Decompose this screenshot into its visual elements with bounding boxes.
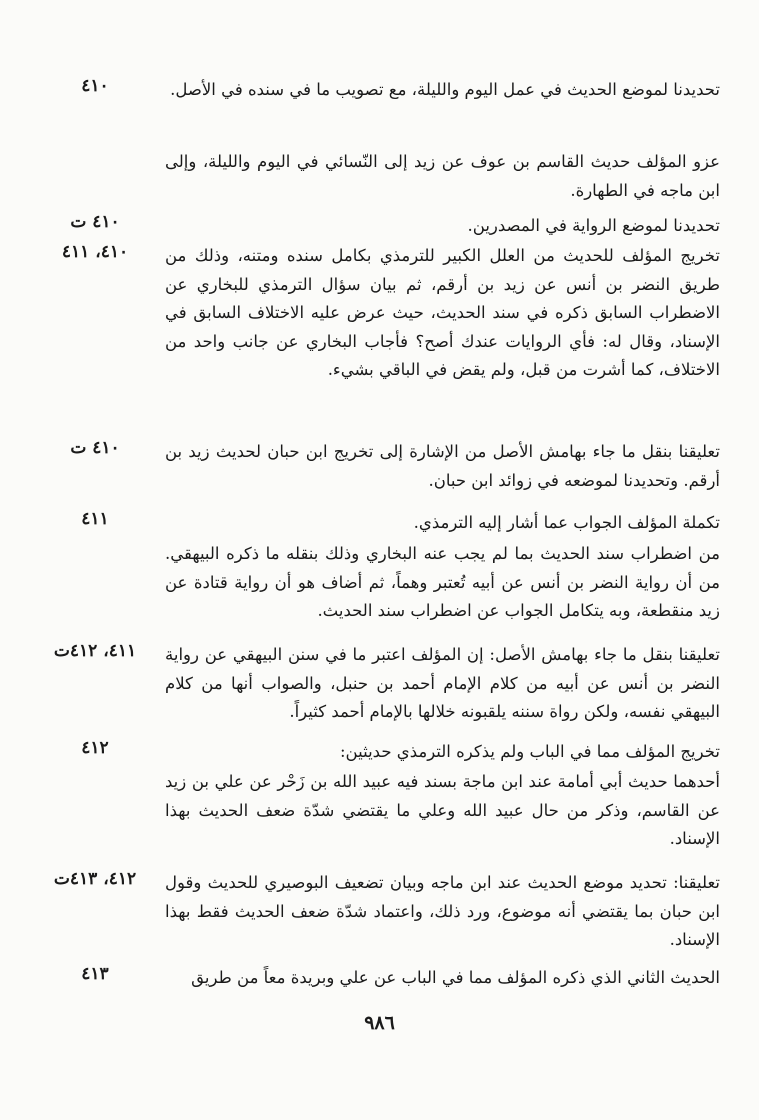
page-number: ٩٨٦ xyxy=(364,1012,395,1034)
entry-text: تخريج المؤلف للحديث من العلل الكبير للترمذي بكامل سنده ومتنه، وذلك من طريق النضر بن أنس عن زيد بن أرقم، ثم بيان سؤال الترمذي للبخاري عن الاضطراب السابق ذكره في سند الحديث، حيث عرض عليه الاختلاف السابق في الإسناد، وقال له: فأي الروايات عندك أصح؟ فأجاب البخاري عن جانب واحد من الاختلاف، كما أشرت من قبل، ولم يقض في الباقي بشيء. xyxy=(165,246,720,379)
entry-text: تخريج المؤلف مما في الباب ولم يذكره الترمذي حديثين: xyxy=(340,742,720,761)
entry-text: تعليقنا بنقل ما جاء بهامش الأصل: إن المؤلف اعتبر ما في سنن البيهقي عن رواية النضر بن أنس عن أبيه من كلام الإمام أحمد بن حنبل، والصواب أنها من كلام البيهقي نفسه، ولكن رواة سننه يلقبونه خلالها بالإمام أحمد كثيراً. xyxy=(165,645,720,721)
entry-page-ref: ٤١١ xyxy=(81,509,109,529)
entry-page-ref: ٤١٣ xyxy=(81,964,109,984)
entry-page-ref: ٤١١، ٤١٢ت xyxy=(53,641,137,661)
entry-page-ref: ٤١٠ xyxy=(81,76,109,96)
entry-text: تعليقنا بنقل ما جاء بهامش الأصل من الإشارة إلى تخريج ابن حبان لحديث زيد بن أرقم. وتحديدنا لموضعه في زوائد ابن حبان. xyxy=(165,442,720,490)
entry-text: تكملة المؤلف الجواب عما أشار إليه الترمذي. xyxy=(413,513,720,532)
entry-page-ref: ٤١٠ ت xyxy=(70,212,120,232)
entry-text: تحديدنا لموضع الحديث في عمل اليوم والليلة، مع تصويب ما في سنده في الأصل. xyxy=(170,80,720,99)
entry-text: من اضطراب سند الحديث بما لم يجب عنه البخاري وذلك بنقله ما ذكره البيهقي. من أن رواية النضر بن أنس عن أبيه تُعتبر وهماً، ثم أضاف هو أن رواية قتادة عن زيد منقطعة، وبه يتكامل الجواب عن اضطراب سند الحديث. xyxy=(165,544,720,620)
entry-page-ref: ٤١٠ ت xyxy=(70,438,120,458)
entry-text: تعليقنا: تحديد موضع الحديث عند ابن ماجه وبيان تضعيف البوصيري للحديث وقول ابن حبان بما يقتضي أنه موضوع، ورد ذلك، واعتماد شدّة ضعف الحديث فقط بهذا الإسناد. xyxy=(165,873,720,949)
entry-text: أحدهما حديث أبي أمامة عند ابن ماجة بسند فيه عبيد الله بن زَحْر عن علي بن زيد عن القاسم، وذكر من حال عبيد الله وعلي ما يقتضي شدّة ضعف الحديث بهذا الإسناد. xyxy=(165,772,720,848)
entry-page-ref: ٤١٢ xyxy=(81,738,109,758)
entry-page-ref: ٤١٢، ٤١٣ت xyxy=(53,869,137,889)
entry-page-ref: ٤١٠، ٤١١ xyxy=(61,242,129,262)
entry-text: تحديدنا لموضع الرواية في المصدرين. xyxy=(467,216,720,235)
entry-text: عزو المؤلف حديث القاسم بن عوف عن زيد إلى النّسائي في اليوم والليلة، وإلى ابن ماجه في الطهارة. xyxy=(165,152,720,200)
entry-text: الحديث الثاني الذي ذكره المؤلف مما في الباب عن علي وبريدة معاً من طريق xyxy=(191,968,720,987)
